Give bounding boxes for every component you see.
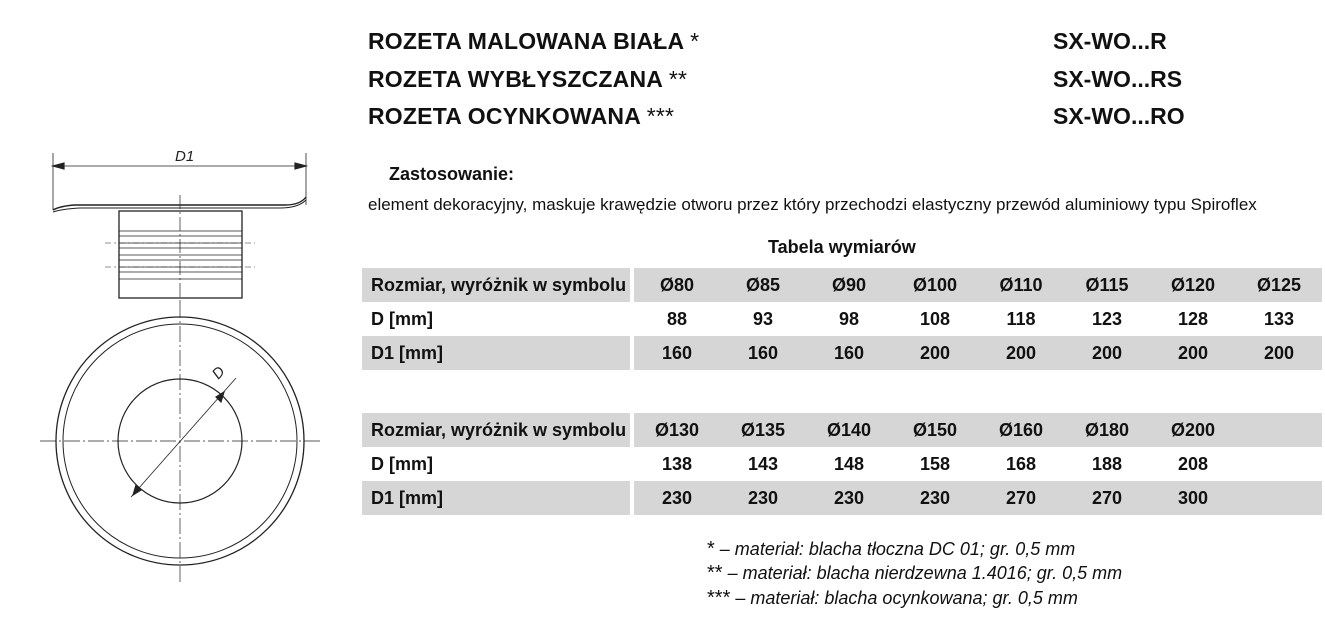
- dimension-table-2: [362, 413, 1322, 515]
- title-line-2: [368, 66, 687, 93]
- title-stars: *: [690, 28, 700, 54]
- cell: Ø115: [1064, 268, 1150, 302]
- row-label: Rozmiar, wyróżnik w symbolu: [362, 268, 630, 302]
- table-title: Tabela wymiarów: [768, 237, 916, 257]
- cell: 128: [1177, 308, 1209, 329]
- row-label: D1 [mm]: [362, 336, 630, 370]
- cell: 148: [833, 453, 865, 474]
- label-d1: D1: [175, 148, 195, 165]
- cell: [1236, 447, 1322, 481]
- cell: 160: [806, 336, 892, 370]
- cell: 200: [1064, 336, 1150, 370]
- cell: Ø110: [978, 268, 1064, 302]
- label-d: D: [208, 363, 229, 383]
- note-stars: *: [707, 538, 715, 560]
- note-text: – materiał: blacha tłoczna DC 01; gr. 0,5 mm: [714, 539, 1076, 559]
- technical-drawing: [0, 0, 360, 620]
- note-text: – materiał: blacha ocynkowana; gr. 0,5 mm: [730, 588, 1078, 608]
- row-label: D [mm]: [371, 308, 433, 329]
- row-label: D1 [mm]: [362, 481, 630, 515]
- cell: Ø120: [1150, 268, 1236, 302]
- cell: 118: [1006, 308, 1036, 329]
- table-row: [362, 336, 1322, 370]
- cell: 138: [661, 453, 693, 474]
- cell: Ø130: [634, 413, 720, 447]
- cell: 133: [1263, 308, 1295, 329]
- title-text: ROZETA WYBŁYSZCZANA: [368, 66, 663, 92]
- cell: Ø150: [892, 413, 978, 447]
- cell: 200: [892, 336, 978, 370]
- cell: 93: [752, 308, 774, 329]
- material-note-1: [707, 538, 1075, 561]
- cell: 230: [634, 481, 720, 515]
- cell: 270: [1064, 481, 1150, 515]
- application-text: element dekoracyjny, maskuje krawędzie otworu przez który przechodzi elastyczny przewód aluminiowy typu Spiroflex: [368, 195, 1257, 214]
- product-code-2: SX-WO...RS: [1053, 66, 1183, 92]
- cell: Ø135: [720, 413, 806, 447]
- cell: 168: [1005, 453, 1037, 474]
- cell: Ø100: [892, 268, 978, 302]
- title-line-3: [368, 103, 674, 130]
- cell: Ø180: [1064, 413, 1150, 447]
- cell: Ø200: [1150, 413, 1236, 447]
- cell: 158: [919, 453, 951, 474]
- cell: 160: [634, 336, 720, 370]
- table-row: [362, 481, 1322, 515]
- cell: 88: [666, 308, 688, 329]
- table-row: [362, 302, 1322, 336]
- title-stars: **: [668, 66, 688, 92]
- cell: [1236, 413, 1322, 447]
- cell: 143: [747, 453, 779, 474]
- cell: Ø125: [1236, 268, 1322, 302]
- row-label: Rozmiar, wyróżnik w symbolu: [362, 413, 630, 447]
- cell: Ø80: [634, 268, 720, 302]
- note-stars: **: [707, 562, 723, 584]
- cell: Ø85: [720, 268, 806, 302]
- title-text: ROZETA MALOWANA BIAŁA: [368, 28, 684, 54]
- cell: 208: [1177, 453, 1209, 474]
- cell: 98: [838, 308, 860, 329]
- cell: 188: [1091, 453, 1123, 474]
- title-text: ROZETA OCYNKOWANA: [368, 103, 641, 129]
- table-row: [362, 447, 1322, 481]
- title-stars: ***: [646, 103, 675, 129]
- cell: Ø90: [806, 268, 892, 302]
- product-code-1: SX-WO...R: [1053, 28, 1167, 54]
- material-note-3: [707, 587, 1078, 610]
- cell: Ø160: [978, 413, 1064, 447]
- cell: 160: [720, 336, 806, 370]
- cell: 270: [978, 481, 1064, 515]
- cell: 230: [806, 481, 892, 515]
- cell: Ø140: [806, 413, 892, 447]
- application-heading: Zastosowanie:: [389, 164, 515, 184]
- cell: [1236, 481, 1322, 515]
- cell: 230: [892, 481, 978, 515]
- cell: 200: [978, 336, 1064, 370]
- cell: 123: [1091, 308, 1123, 329]
- cell: 300: [1150, 481, 1236, 515]
- product-code-3: SX-WO...RO: [1053, 103, 1185, 129]
- note-stars: ***: [707, 587, 731, 609]
- cell: 200: [1150, 336, 1236, 370]
- dimension-table-1: [362, 268, 1322, 370]
- table-row: [362, 268, 1322, 302]
- cell: 230: [720, 481, 806, 515]
- row-label: D [mm]: [371, 453, 433, 474]
- note-text: – materiał: blacha nierdzewna 1.4016; gr. 0,5 mm: [722, 563, 1123, 583]
- table-row: [362, 413, 1322, 447]
- cell: 200: [1236, 336, 1322, 370]
- cell: 108: [919, 308, 951, 329]
- title-line-1: [368, 28, 699, 55]
- material-note-2: [707, 562, 1122, 585]
